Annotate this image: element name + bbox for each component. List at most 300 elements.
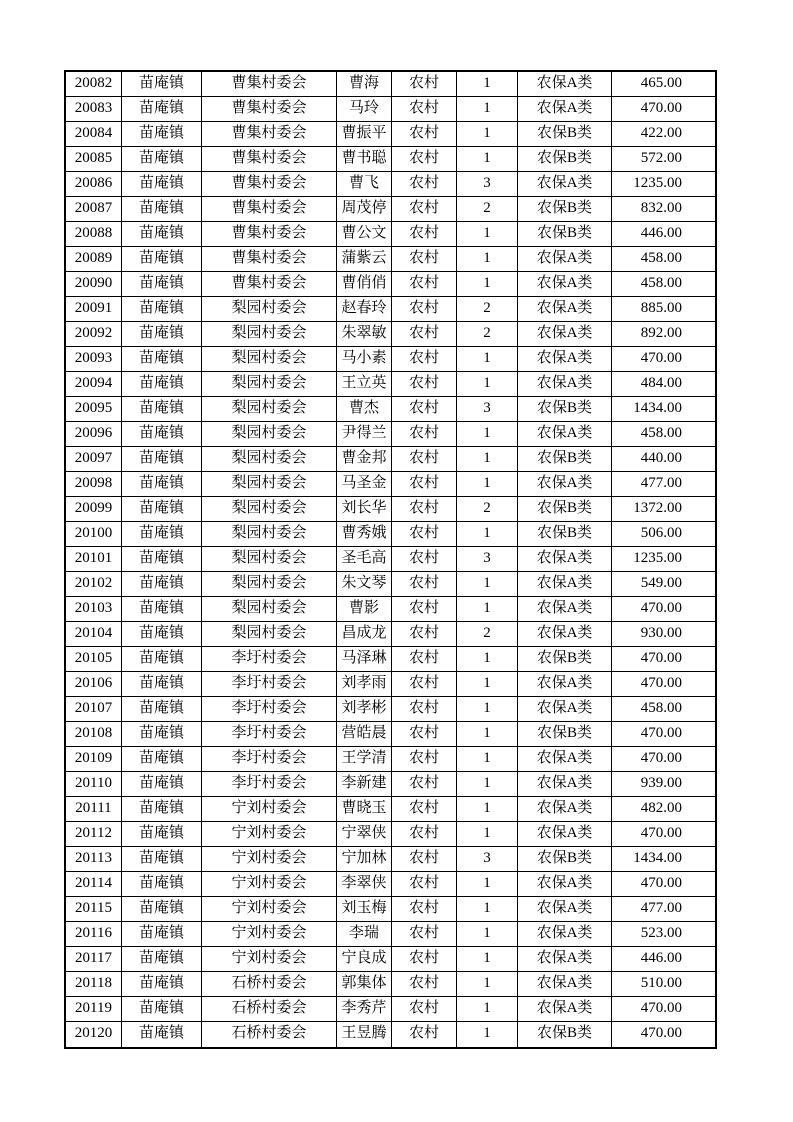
cell-insurance-category: 农保A类: [518, 72, 612, 97]
cell-amount: 510.00: [612, 972, 715, 997]
cell-amount: 470.00: [612, 722, 715, 747]
cell-serial-number: 20091: [66, 297, 122, 322]
cell-person-count: 1: [457, 272, 518, 297]
cell-village-committee: 梨园村委会: [202, 622, 337, 647]
cell-household-type: 农村: [392, 72, 457, 97]
cell-serial-number: 20110: [66, 772, 122, 797]
cell-insurance-category: 农保A类: [518, 597, 612, 622]
cell-town: 苗庵镇: [122, 272, 202, 297]
table-row: [66, 622, 715, 647]
cell-person-name: 刘长华: [337, 497, 392, 522]
cell-village-committee: 石桥村委会: [202, 972, 337, 997]
cell-person-count: 1: [457, 572, 518, 597]
cell-person-name: 李新建: [337, 772, 392, 797]
cell-serial-number: 20092: [66, 322, 122, 347]
cell-serial-number: 20096: [66, 422, 122, 447]
cell-village-committee: 宁刘村委会: [202, 797, 337, 822]
cell-town: 苗庵镇: [122, 222, 202, 247]
cell-household-type: 农村: [392, 197, 457, 222]
table-row: [66, 522, 715, 547]
cell-amount: 446.00: [612, 947, 715, 972]
cell-insurance-category: 农保A类: [518, 572, 612, 597]
cell-person-count: 1: [457, 997, 518, 1022]
cell-town: 苗庵镇: [122, 372, 202, 397]
cell-town: 苗庵镇: [122, 872, 202, 897]
cell-household-type: 农村: [392, 222, 457, 247]
cell-insurance-category: 农保A类: [518, 797, 612, 822]
table-row: [66, 722, 715, 747]
cell-person-name: 朱文琴: [337, 572, 392, 597]
cell-person-name: 李翠侠: [337, 872, 392, 897]
cell-serial-number: 20107: [66, 697, 122, 722]
cell-person-name: 曹杰: [337, 397, 392, 422]
cell-amount: 470.00: [612, 347, 715, 372]
cell-serial-number: 20099: [66, 497, 122, 522]
cell-town: 苗庵镇: [122, 172, 202, 197]
table-row: [66, 572, 715, 597]
table-row: [66, 147, 715, 172]
cell-village-committee: 梨园村委会: [202, 472, 337, 497]
cell-village-committee: 宁刘村委会: [202, 872, 337, 897]
cell-amount: 482.00: [612, 797, 715, 822]
table-row: [66, 997, 715, 1022]
cell-serial-number: 20090: [66, 272, 122, 297]
cell-person-name: 李秀芹: [337, 997, 392, 1022]
cell-serial-number: 20095: [66, 397, 122, 422]
cell-village-committee: 李圩村委会: [202, 647, 337, 672]
cell-household-type: 农村: [392, 697, 457, 722]
cell-village-committee: 曹集村委会: [202, 222, 337, 247]
cell-person-count: 3: [457, 397, 518, 422]
cell-insurance-category: 农保A类: [518, 272, 612, 297]
cell-village-committee: 李圩村委会: [202, 772, 337, 797]
cell-town: 苗庵镇: [122, 97, 202, 122]
cell-person-count: 1: [457, 597, 518, 622]
cell-household-type: 农村: [392, 922, 457, 947]
cell-insurance-category: 农保B类: [518, 122, 612, 147]
cell-village-committee: 梨园村委会: [202, 597, 337, 622]
table-row: [66, 297, 715, 322]
cell-person-name: 王立英: [337, 372, 392, 397]
cell-household-type: 农村: [392, 122, 457, 147]
cell-person-name: 曹海: [337, 72, 392, 97]
cell-serial-number: 20098: [66, 472, 122, 497]
cell-serial-number: 20111: [66, 797, 122, 822]
cell-insurance-category: 农保A类: [518, 172, 612, 197]
cell-household-type: 农村: [392, 397, 457, 422]
cell-insurance-category: 农保A类: [518, 997, 612, 1022]
cell-insurance-category: 农保A类: [518, 772, 612, 797]
cell-amount: 470.00: [612, 97, 715, 122]
cell-person-count: 1: [457, 222, 518, 247]
cell-serial-number: 20083: [66, 97, 122, 122]
cell-serial-number: 20089: [66, 247, 122, 272]
cell-household-type: 农村: [392, 847, 457, 872]
cell-person-count: 1: [457, 772, 518, 797]
cell-village-committee: 梨园村委会: [202, 547, 337, 572]
cell-village-committee: 石桥村委会: [202, 1022, 337, 1047]
cell-town: 苗庵镇: [122, 422, 202, 447]
cell-person-name: 曹振平: [337, 122, 392, 147]
table-row: [66, 197, 715, 222]
cell-household-type: 农村: [392, 172, 457, 197]
cell-town: 苗庵镇: [122, 297, 202, 322]
cell-household-type: 农村: [392, 772, 457, 797]
cell-amount: 572.00: [612, 147, 715, 172]
cell-amount: 1372.00: [612, 497, 715, 522]
cell-household-type: 农村: [392, 297, 457, 322]
cell-amount: 1434.00: [612, 847, 715, 872]
cell-town: 苗庵镇: [122, 697, 202, 722]
cell-person-name: 曹晓玉: [337, 797, 392, 822]
cell-amount: 885.00: [612, 297, 715, 322]
cell-person-name: 朱翠敏: [337, 322, 392, 347]
cell-amount: 470.00: [612, 747, 715, 772]
cell-amount: 470.00: [612, 872, 715, 897]
cell-person-count: 1: [457, 947, 518, 972]
cell-person-count: 2: [457, 297, 518, 322]
cell-village-committee: 曹集村委会: [202, 147, 337, 172]
cell-person-count: 3: [457, 847, 518, 872]
cell-town: 苗庵镇: [122, 822, 202, 847]
table-row: [66, 72, 715, 97]
cell-town: 苗庵镇: [122, 672, 202, 697]
cell-person-count: 2: [457, 622, 518, 647]
cell-amount: 930.00: [612, 622, 715, 647]
table-row: [66, 772, 715, 797]
cell-person-count: 1: [457, 922, 518, 947]
cell-town: 苗庵镇: [122, 572, 202, 597]
cell-serial-number: 20106: [66, 672, 122, 697]
subsidy-table: [64, 70, 717, 1049]
cell-insurance-category: 农保A类: [518, 372, 612, 397]
cell-person-name: 曹秀娥: [337, 522, 392, 547]
cell-person-count: 1: [457, 897, 518, 922]
cell-insurance-category: 农保B类: [518, 447, 612, 472]
cell-person-name: 尹得兰: [337, 422, 392, 447]
cell-amount: 470.00: [612, 822, 715, 847]
cell-person-count: 1: [457, 647, 518, 672]
cell-town: 苗庵镇: [122, 972, 202, 997]
cell-household-type: 农村: [392, 822, 457, 847]
cell-insurance-category: 农保B类: [518, 197, 612, 222]
cell-village-committee: 李圩村委会: [202, 747, 337, 772]
cell-village-committee: 梨园村委会: [202, 522, 337, 547]
table-row: [66, 947, 715, 972]
cell-village-committee: 梨园村委会: [202, 297, 337, 322]
cell-town: 苗庵镇: [122, 447, 202, 472]
cell-household-type: 农村: [392, 472, 457, 497]
cell-person-name: 宁加林: [337, 847, 392, 872]
cell-household-type: 农村: [392, 897, 457, 922]
table-row: [66, 847, 715, 872]
cell-town: 苗庵镇: [122, 322, 202, 347]
cell-person-name: 刘孝雨: [337, 672, 392, 697]
cell-household-type: 农村: [392, 597, 457, 622]
cell-insurance-category: 农保B类: [518, 647, 612, 672]
cell-insurance-category: 农保A类: [518, 247, 612, 272]
cell-insurance-category: 农保A类: [518, 322, 612, 347]
cell-village-committee: 宁刘村委会: [202, 847, 337, 872]
cell-person-name: 曹影: [337, 597, 392, 622]
table-row: [66, 822, 715, 847]
cell-person-name: 王昱腾: [337, 1022, 392, 1047]
cell-person-name: 马泽琳: [337, 647, 392, 672]
cell-serial-number: 20109: [66, 747, 122, 772]
cell-serial-number: 20085: [66, 147, 122, 172]
cell-village-committee: 梨园村委会: [202, 372, 337, 397]
table-row: [66, 472, 715, 497]
cell-serial-number: 20113: [66, 847, 122, 872]
cell-town: 苗庵镇: [122, 147, 202, 172]
cell-village-committee: 石桥村委会: [202, 997, 337, 1022]
cell-person-name: 圣毛高: [337, 547, 392, 572]
cell-insurance-category: 农保B类: [518, 847, 612, 872]
cell-person-name: 郭集体: [337, 972, 392, 997]
cell-amount: 440.00: [612, 447, 715, 472]
table-row: [66, 247, 715, 272]
table-row: [66, 322, 715, 347]
cell-town: 苗庵镇: [122, 1022, 202, 1047]
cell-village-committee: 曹集村委会: [202, 72, 337, 97]
cell-town: 苗庵镇: [122, 622, 202, 647]
cell-household-type: 农村: [392, 572, 457, 597]
table-row: [66, 872, 715, 897]
cell-household-type: 农村: [392, 347, 457, 372]
cell-village-committee: 宁刘村委会: [202, 922, 337, 947]
cell-person-count: 3: [457, 172, 518, 197]
cell-village-committee: 李圩村委会: [202, 672, 337, 697]
cell-town: 苗庵镇: [122, 947, 202, 972]
cell-serial-number: 20116: [66, 922, 122, 947]
cell-person-name: 马玲: [337, 97, 392, 122]
cell-person-count: 1: [457, 447, 518, 472]
cell-village-committee: 曹集村委会: [202, 247, 337, 272]
cell-household-type: 农村: [392, 722, 457, 747]
cell-person-count: 1: [457, 672, 518, 697]
cell-insurance-category: 农保A类: [518, 347, 612, 372]
cell-town: 苗庵镇: [122, 597, 202, 622]
table-row: [66, 172, 715, 197]
cell-serial-number: 20108: [66, 722, 122, 747]
cell-village-committee: 宁刘村委会: [202, 897, 337, 922]
cell-serial-number: 20115: [66, 897, 122, 922]
cell-household-type: 农村: [392, 872, 457, 897]
cell-insurance-category: 农保A类: [518, 947, 612, 972]
cell-serial-number: 20086: [66, 172, 122, 197]
cell-village-committee: 李圩村委会: [202, 722, 337, 747]
cell-serial-number: 20104: [66, 622, 122, 647]
cell-town: 苗庵镇: [122, 347, 202, 372]
cell-person-name: 昌成龙: [337, 622, 392, 647]
table-row: [66, 97, 715, 122]
cell-person-name: 刘孝彬: [337, 697, 392, 722]
cell-town: 苗庵镇: [122, 722, 202, 747]
cell-insurance-category: 农保B类: [518, 1022, 612, 1047]
cell-person-count: 2: [457, 322, 518, 347]
cell-person-count: 1: [457, 347, 518, 372]
cell-person-count: 2: [457, 197, 518, 222]
cell-household-type: 农村: [392, 372, 457, 397]
cell-person-count: 2: [457, 497, 518, 522]
cell-serial-number: 20102: [66, 572, 122, 597]
table-row: [66, 972, 715, 997]
cell-town: 苗庵镇: [122, 922, 202, 947]
cell-serial-number: 20118: [66, 972, 122, 997]
table-row: [66, 797, 715, 822]
cell-amount: 506.00: [612, 522, 715, 547]
cell-household-type: 农村: [392, 1022, 457, 1047]
cell-household-type: 农村: [392, 447, 457, 472]
cell-amount: 477.00: [612, 472, 715, 497]
cell-person-count: 1: [457, 147, 518, 172]
cell-person-name: 马小素: [337, 347, 392, 372]
table-row: [66, 1022, 715, 1047]
cell-serial-number: 20093: [66, 347, 122, 372]
cell-amount: 465.00: [612, 72, 715, 97]
cell-person-name: 蒲紫云: [337, 247, 392, 272]
cell-person-name: 周茂停: [337, 197, 392, 222]
cell-insurance-category: 农保A类: [518, 422, 612, 447]
cell-amount: 892.00: [612, 322, 715, 347]
cell-serial-number: 20088: [66, 222, 122, 247]
cell-serial-number: 20112: [66, 822, 122, 847]
cell-insurance-category: 农保A类: [518, 872, 612, 897]
cell-serial-number: 20094: [66, 372, 122, 397]
cell-town: 苗庵镇: [122, 772, 202, 797]
table-row: [66, 272, 715, 297]
cell-person-count: 1: [457, 372, 518, 397]
cell-amount: 446.00: [612, 222, 715, 247]
cell-town: 苗庵镇: [122, 472, 202, 497]
cell-household-type: 农村: [392, 947, 457, 972]
cell-household-type: 农村: [392, 322, 457, 347]
cell-insurance-category: 农保A类: [518, 672, 612, 697]
cell-person-count: 1: [457, 472, 518, 497]
table-row: [66, 647, 715, 672]
cell-village-committee: 梨园村委会: [202, 447, 337, 472]
cell-household-type: 农村: [392, 547, 457, 572]
table-row: [66, 747, 715, 772]
table-row: [66, 547, 715, 572]
cell-amount: 1434.00: [612, 397, 715, 422]
cell-person-count: 1: [457, 1022, 518, 1047]
cell-village-committee: 曹集村委会: [202, 272, 337, 297]
cell-household-type: 农村: [392, 997, 457, 1022]
cell-amount: 458.00: [612, 272, 715, 297]
cell-town: 苗庵镇: [122, 197, 202, 222]
cell-serial-number: 20097: [66, 447, 122, 472]
cell-person-name: 李瑞: [337, 922, 392, 947]
cell-insurance-category: 农保A类: [518, 297, 612, 322]
cell-person-count: 1: [457, 247, 518, 272]
cell-person-name: 宁良成: [337, 947, 392, 972]
cell-insurance-category: 农保B类: [518, 522, 612, 547]
cell-person-count: 1: [457, 697, 518, 722]
table-row: [66, 397, 715, 422]
cell-amount: 470.00: [612, 597, 715, 622]
cell-insurance-category: 农保A类: [518, 97, 612, 122]
cell-serial-number: 20105: [66, 647, 122, 672]
cell-serial-number: 20103: [66, 597, 122, 622]
cell-person-name: 曹俏俏: [337, 272, 392, 297]
cell-amount: 484.00: [612, 372, 715, 397]
cell-amount: 458.00: [612, 697, 715, 722]
cell-amount: 458.00: [612, 247, 715, 272]
cell-person-name: 刘玉梅: [337, 897, 392, 922]
cell-town: 苗庵镇: [122, 497, 202, 522]
cell-household-type: 农村: [392, 672, 457, 697]
cell-person-name: 赵春玲: [337, 297, 392, 322]
cell-household-type: 农村: [392, 97, 457, 122]
table-row: [66, 372, 715, 397]
cell-person-count: 1: [457, 122, 518, 147]
cell-village-committee: 梨园村委会: [202, 572, 337, 597]
cell-person-count: 1: [457, 822, 518, 847]
cell-amount: 470.00: [612, 672, 715, 697]
cell-insurance-category: 农保A类: [518, 622, 612, 647]
cell-person-name: 营皓晨: [337, 722, 392, 747]
table-row: [66, 222, 715, 247]
table-row: [66, 672, 715, 697]
table-row: [66, 497, 715, 522]
cell-household-type: 农村: [392, 272, 457, 297]
cell-village-committee: 梨园村委会: [202, 322, 337, 347]
cell-village-committee: 梨园村委会: [202, 347, 337, 372]
cell-amount: 422.00: [612, 122, 715, 147]
cell-insurance-category: 农保B类: [518, 222, 612, 247]
table-row: [66, 347, 715, 372]
cell-person-count: 3: [457, 547, 518, 572]
cell-serial-number: 20100: [66, 522, 122, 547]
cell-amount: 832.00: [612, 197, 715, 222]
cell-household-type: 农村: [392, 972, 457, 997]
table-row: [66, 922, 715, 947]
cell-village-committee: 曹集村委会: [202, 122, 337, 147]
cell-town: 苗庵镇: [122, 247, 202, 272]
cell-village-committee: 曹集村委会: [202, 197, 337, 222]
cell-town: 苗庵镇: [122, 122, 202, 147]
cell-serial-number: 20087: [66, 197, 122, 222]
table-row: [66, 897, 715, 922]
cell-amount: 939.00: [612, 772, 715, 797]
cell-person-count: 1: [457, 72, 518, 97]
cell-person-count: 1: [457, 872, 518, 897]
cell-household-type: 农村: [392, 497, 457, 522]
cell-household-type: 农村: [392, 747, 457, 772]
cell-person-name: 曹公文: [337, 222, 392, 247]
cell-serial-number: 20117: [66, 947, 122, 972]
cell-serial-number: 20101: [66, 547, 122, 572]
cell-town: 苗庵镇: [122, 997, 202, 1022]
cell-person-count: 1: [457, 722, 518, 747]
cell-amount: 470.00: [612, 647, 715, 672]
cell-household-type: 农村: [392, 422, 457, 447]
cell-person-count: 1: [457, 522, 518, 547]
cell-town: 苗庵镇: [122, 847, 202, 872]
cell-town: 苗庵镇: [122, 547, 202, 572]
cell-person-name: 曹金邦: [337, 447, 392, 472]
cell-town: 苗庵镇: [122, 747, 202, 772]
cell-village-committee: 梨园村委会: [202, 397, 337, 422]
cell-insurance-category: 农保B类: [518, 147, 612, 172]
cell-village-committee: 宁刘村委会: [202, 947, 337, 972]
cell-insurance-category: 农保A类: [518, 897, 612, 922]
cell-household-type: 农村: [392, 647, 457, 672]
cell-household-type: 农村: [392, 247, 457, 272]
cell-town: 苗庵镇: [122, 522, 202, 547]
cell-town: 苗庵镇: [122, 647, 202, 672]
